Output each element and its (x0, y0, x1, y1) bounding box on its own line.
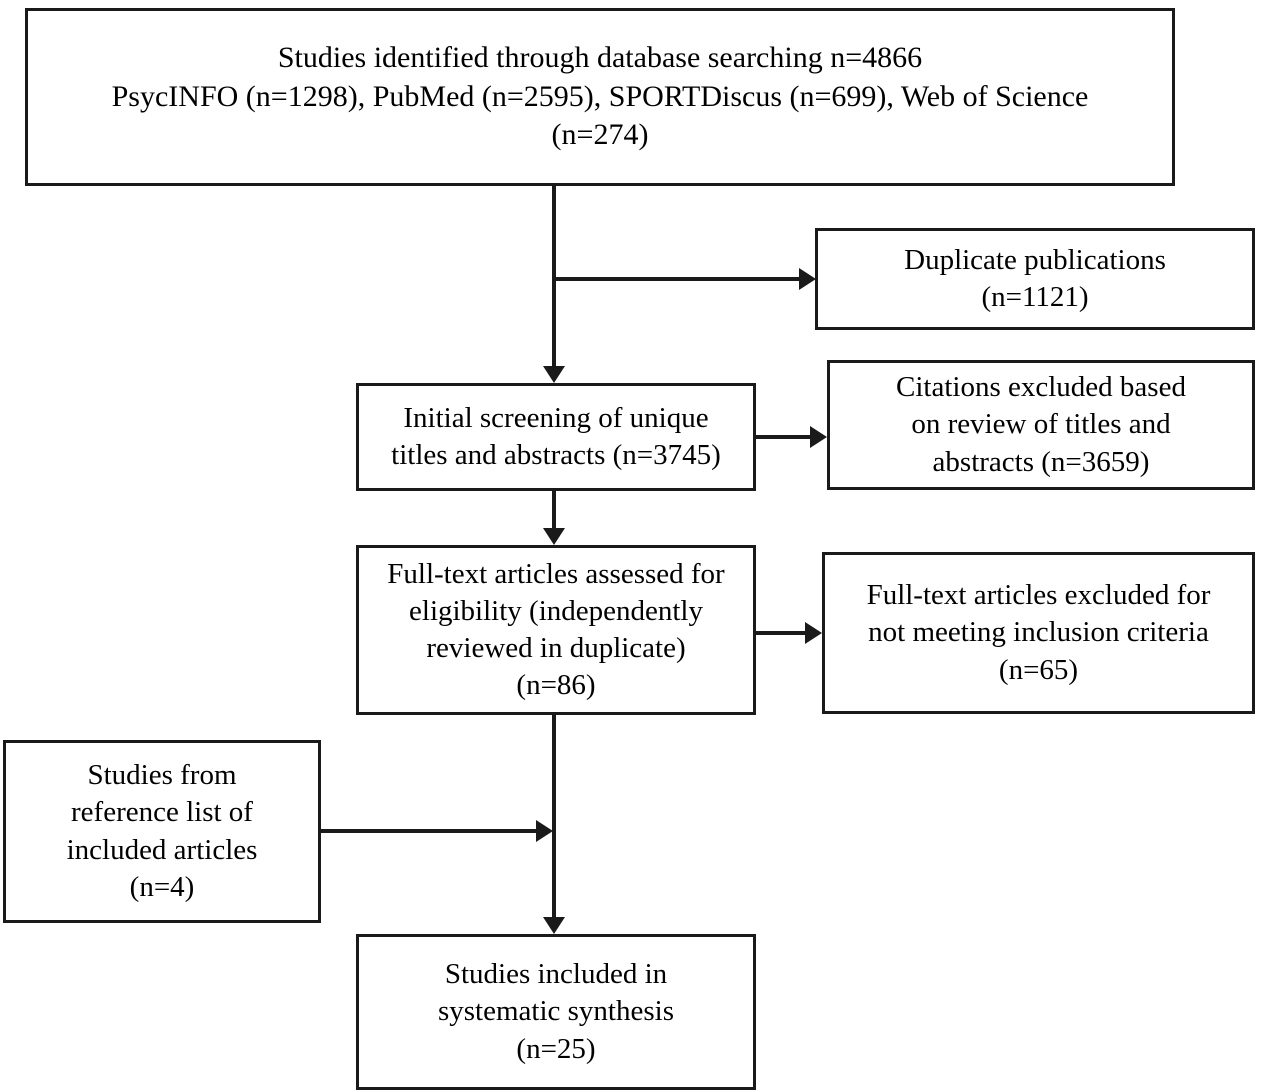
arrowhead-fulltext-excluded (805, 622, 822, 644)
arrowhead-trunk-join (536, 820, 553, 842)
box-line: Studies identified through database searching n=4866 (277, 41, 923, 75)
box-line: systematic synthesis (437, 995, 674, 1028)
box-line: reference list of (71, 796, 253, 829)
box-line: (n=25) (516, 1032, 596, 1065)
box-line: Studies from (87, 759, 237, 792)
box-line: (n=4) (129, 870, 195, 903)
arrowhead-included (543, 917, 565, 934)
box-reference-list-studies (3, 740, 321, 923)
connector-fulltext-to-fulltext-excluded (756, 631, 806, 635)
connector-to-duplicates (552, 277, 799, 281)
connector-screening-to-fulltext (552, 491, 556, 529)
box-line: abstracts (n=3659) (932, 445, 1150, 478)
box-line: (n=1121) (981, 281, 1089, 313)
connector-screening-to-citations-excluded (756, 435, 811, 439)
box-studies-included (356, 934, 756, 1090)
box-line: eligibility (independently (409, 594, 703, 627)
box-line: not meeting inclusion criteria (868, 616, 1209, 649)
box-line: Full-text articles assessed for (387, 557, 725, 590)
connector-fulltext-to-included (552, 715, 556, 917)
box-line: PsycINFO (n=1298), PubMed (n=2595), SPORTDiscus (n=699), Web of Science (111, 79, 1089, 113)
connector-reference-list-to-trunk (321, 829, 536, 833)
box-fulltext-assessed (356, 545, 756, 715)
box-line: Studies included in (444, 958, 668, 991)
box-line: Full-text articles excluded for (866, 579, 1211, 612)
box-line: reviewed in duplicate) (426, 632, 686, 664)
box-fulltext-excluded (822, 552, 1255, 714)
arrowhead-duplicates (799, 268, 816, 290)
box-line: titles and abstracts (n=3745) (391, 439, 721, 471)
box-line: Initial screening of unique (403, 401, 709, 434)
box-line: on review of titles and (911, 408, 1171, 441)
arrowhead-citations-excluded (810, 426, 827, 448)
box-line: Duplicate publications (904, 243, 1166, 276)
arrowhead-fulltext (543, 528, 565, 545)
box-line: (n=274) (551, 118, 649, 152)
box-line: (n=86) (516, 669, 596, 702)
box-line: (n=65) (998, 653, 1079, 686)
box-studies-identified (25, 8, 1175, 186)
box-initial-screening (356, 383, 756, 491)
connector-identified-to-screening (552, 186, 556, 366)
box-line: Citations excluded based (896, 371, 1186, 404)
box-duplicate-publications (815, 228, 1255, 330)
box-citations-excluded (827, 360, 1255, 490)
arrowhead-screening (543, 366, 565, 383)
box-line: included articles (66, 833, 258, 866)
